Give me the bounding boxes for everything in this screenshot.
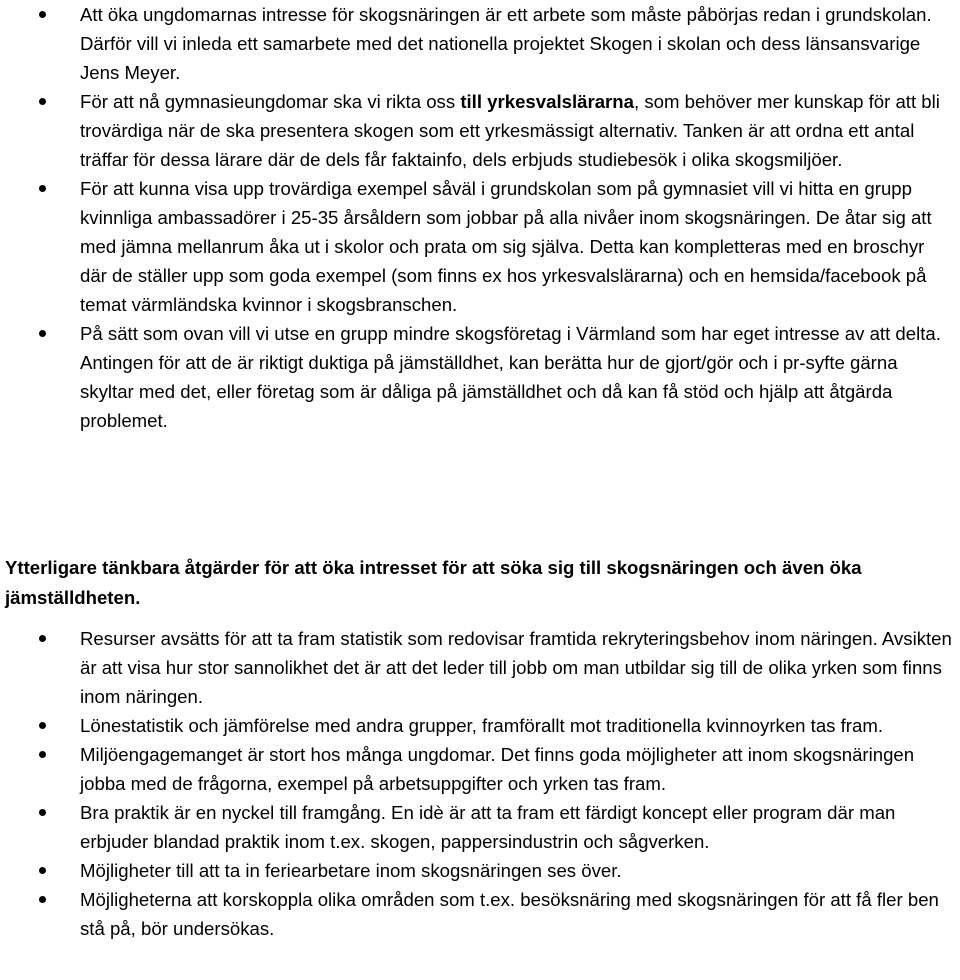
list-item-text: Lönestatistik och jämförelse med andra grupper, framförallt mot traditionella kvinnoyrken tas fram. bbox=[80, 715, 883, 736]
list-item-text: Möjligheter till att ta in feriearbetare inom skogsnäringen ses över. bbox=[80, 860, 622, 881]
bullet-list-initiatives bbox=[0, 0, 960, 435]
list-item bbox=[0, 87, 960, 174]
list-item-text-before: För att nå gymnasieungdomar ska vi rikta oss bbox=[80, 91, 461, 112]
list-item bbox=[0, 319, 960, 435]
bullet-icon bbox=[39, 896, 46, 903]
bullet-icon bbox=[39, 751, 46, 758]
list-item bbox=[0, 856, 960, 885]
bullet-icon bbox=[39, 98, 46, 105]
bullet-icon bbox=[39, 11, 46, 18]
list-item-text: Miljöengagemanget är stort hos många ungdomar. Det finns goda möjligheter att inom skogsnäringen jobba med de frågorna, exempel på arbetsuppgifter och yrken tas fram. bbox=[80, 744, 915, 794]
list-item bbox=[0, 885, 960, 943]
bullet-icon bbox=[39, 330, 46, 337]
list-item-bold-text: till yrkesvalslärarna bbox=[460, 91, 634, 112]
list-item-text-after: , som behöver mer kunskap för att bli trovärdiga när de ska presentera skogen som ett yrkesmässigt alternativ. Tanken är att ordna ett antal träffar för dessa lärare där de dels får faktainfo, dels erbjuds studiebesök i olika skogsmiljöer. bbox=[80, 91, 940, 170]
list-item-text: För att kunna visa upp trovärdiga exempel såväl i grundskolan som på gymnasiet vill vi hitta en grupp kvinnliga ambassadörer i 25-35 årsåldern som jobbar på alla nivåer inom skogsnäringen. De åtar sig att med jämna mellanrum åka ut i skolor och prata om sig själva. Detta kan kompletteras med en broschyr där de ställer upp som goda exempel (som finns ex hos yrkesvalslärarna) och en hemsida/facebook på temat värmländska kvinnor i skogsbranschen. bbox=[80, 178, 932, 315]
list-item bbox=[0, 740, 960, 798]
list-item bbox=[0, 174, 960, 319]
list-item bbox=[0, 798, 960, 856]
list-item bbox=[0, 0, 960, 87]
list-item-text: Att öka ungdomarnas intresse för skogsnäringen är ett arbete som måste påbörjas redan i grundskolan. Därför vill vi inleda ett samarbete med det nationella projektet Skogen i skolan och dess länsansvarige Jens Meyer. bbox=[80, 4, 932, 83]
list-item bbox=[0, 624, 960, 711]
bullet-icon bbox=[39, 635, 46, 642]
bullet-icon bbox=[39, 722, 46, 729]
bullet-list-measures bbox=[0, 624, 960, 943]
section-heading: Ytterligare tänkbara åtgärder för att öka intresset för att söka sig till skogsnäringen och även öka jämställdheten. bbox=[5, 557, 862, 608]
bullet-icon bbox=[39, 809, 46, 816]
list-item-text: Bra praktik är en nyckel till framgång. En idè är att ta fram ett färdigt koncept eller program där man erbjuder blandad praktik inom t.ex. skogen, pappersindustrin och sågverken. bbox=[80, 802, 896, 852]
bullet-icon bbox=[39, 867, 46, 874]
list-item-text: Möjligheterna att korskoppla olika områden som t.ex. besöksnäring med skogsnäringen för att få fler ben stå på, bör undersökas. bbox=[80, 889, 939, 939]
bullet-icon bbox=[39, 185, 46, 192]
list-item bbox=[0, 711, 960, 740]
list-item-text: Resurser avsätts för att ta fram statistik som redovisar framtida rekryteringsbehov inom näringen. Avsikten är att visa hur stor sannolikhet det är att det leder till jobb om man utbildar sig till de olika yrken som finns inom näringen. bbox=[80, 628, 952, 707]
list-item-text: På sätt som ovan vill vi utse en grupp mindre skogsföretag i Värmland som har eget intresse av att delta. Antingen för att de är riktigt duktiga på jämställdhet, kan berätta hur de gjort/gör och i pr-syfte gärna skyltar med det, eller företag som är dåliga på jämställdhet och då kan få stöd och hjälp att åtgärda problemet. bbox=[80, 323, 941, 431]
